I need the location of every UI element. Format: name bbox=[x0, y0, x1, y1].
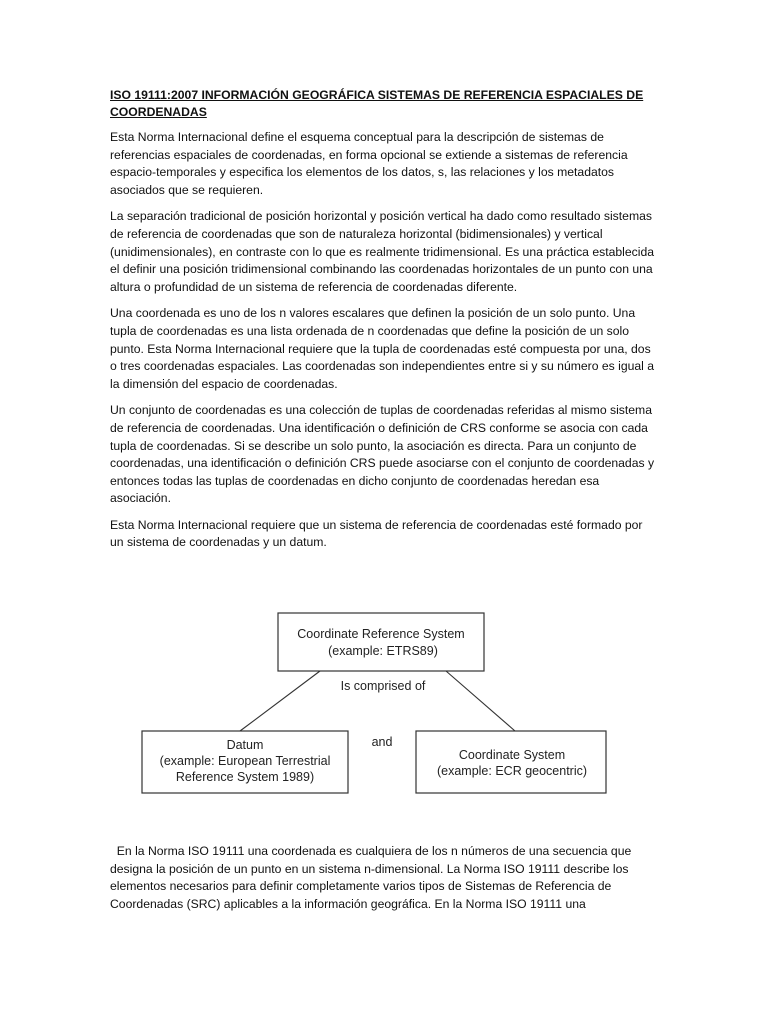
datum-box-example-line2: Reference System 1989) bbox=[175, 770, 315, 784]
paragraph-3: Una coordenada es uno de los n valores escalares que definen la posición de un solo punto. Una tupla de coordenadas es una lista ordenada de n coordenadas que define la posición de un solo punto. Esta Norma Internacional requiere que la tupla de coordenadas esté compuesta por una, dos o tres coordenadas espaciales. Las coordenadas son independientes entre si y su número es igual a la dimensión del espacio de coordenadas. bbox=[110, 306, 655, 391]
coordinate-system-box-title: Coordinate System bbox=[458, 748, 566, 762]
relation-label: Is comprised of bbox=[340, 679, 426, 693]
paragraph-2: La separación tradicional de posición horizontal y posición vertical ha dado como resultado sistemas de referencia de coordenadas que son de naturaleza horizontal (bidimensionales) y vertical (unidimensionales), en contraste con lo que es realmente tridimensional. Es una práctica establecida el definir una posición tridimensional combinando las coordenadas horizontales de un punto con una altura o profundidad de un sistema de referencia de coordenadas diferente. bbox=[110, 209, 654, 294]
coordinate-system-box bbox=[416, 731, 606, 793]
closing-section bbox=[110, 843, 658, 922]
document-body bbox=[110, 87, 658, 561]
crs-diagram bbox=[130, 605, 610, 805]
document-title: ISO 19111:2007 INFORMACIÓN GEOGRÁFICA SISTEMAS DE REFERENCIA ESPACIALES DE COORDENADAS bbox=[110, 88, 644, 119]
paragraph-5: Esta Norma Internacional requiere que un sistema de referencia de coordenadas esté formado por un sistema de coordenadas y un datum. bbox=[110, 517, 643, 550]
crs-box bbox=[278, 613, 484, 671]
paragraph-1: Esta Norma Internacional define el esquema conceptual para la descripción de sistemas de referencias espaciales de coordenadas, en forma opcional se extiende a sistemas de referencia espacio-temporales y especifica los elementos de los datos, s, las relaciones y los metadatos asociados que se requieren. bbox=[110, 130, 628, 197]
closing-paragraph: En la Norma ISO 19111 una coordenada es cualquiera de los n números de una secuencia que designa la posición de un punto en un sistema n-dimensional. La Norma ISO 19111 describe los elementos necesarios para definir completamente varios tipos de Sistemas de Referencia de Coordenadas (SRC) aplicables a la información geográfica. En la Norma ISO 19111 una bbox=[110, 844, 635, 911]
crs-diagram-svg bbox=[130, 605, 610, 805]
crs-box-title: Coordinate Reference System bbox=[297, 627, 465, 641]
crs-box-example: (example: ETRS89) bbox=[328, 644, 438, 658]
paragraph-4: Un conjunto de coordenadas es una colección de tuplas de coordenadas referidas al mismo sistema de referencia de coordenadas. Una identificación o definición de CRS conforme se asocia con cada tupla de coordenadas. Si se describe un solo punto, la asociación es directa. Para un conjunto de coordenadas, una identificación o definición CRS puede asociarse con el conjunto de coordenadas y entonces todas las tuplas de coordenadas en dicho conjunto de coordenadas heredan esa asociación. bbox=[110, 403, 655, 506]
connector-left bbox=[240, 671, 320, 731]
datum-box-title: Datum bbox=[226, 738, 264, 752]
datum-box-example-line1: (example: European Terrestrial bbox=[159, 754, 331, 768]
connector-right bbox=[446, 671, 515, 731]
conjunction-label: and bbox=[371, 735, 393, 749]
coordinate-system-box-example: (example: ECR geocentric) bbox=[436, 764, 588, 778]
